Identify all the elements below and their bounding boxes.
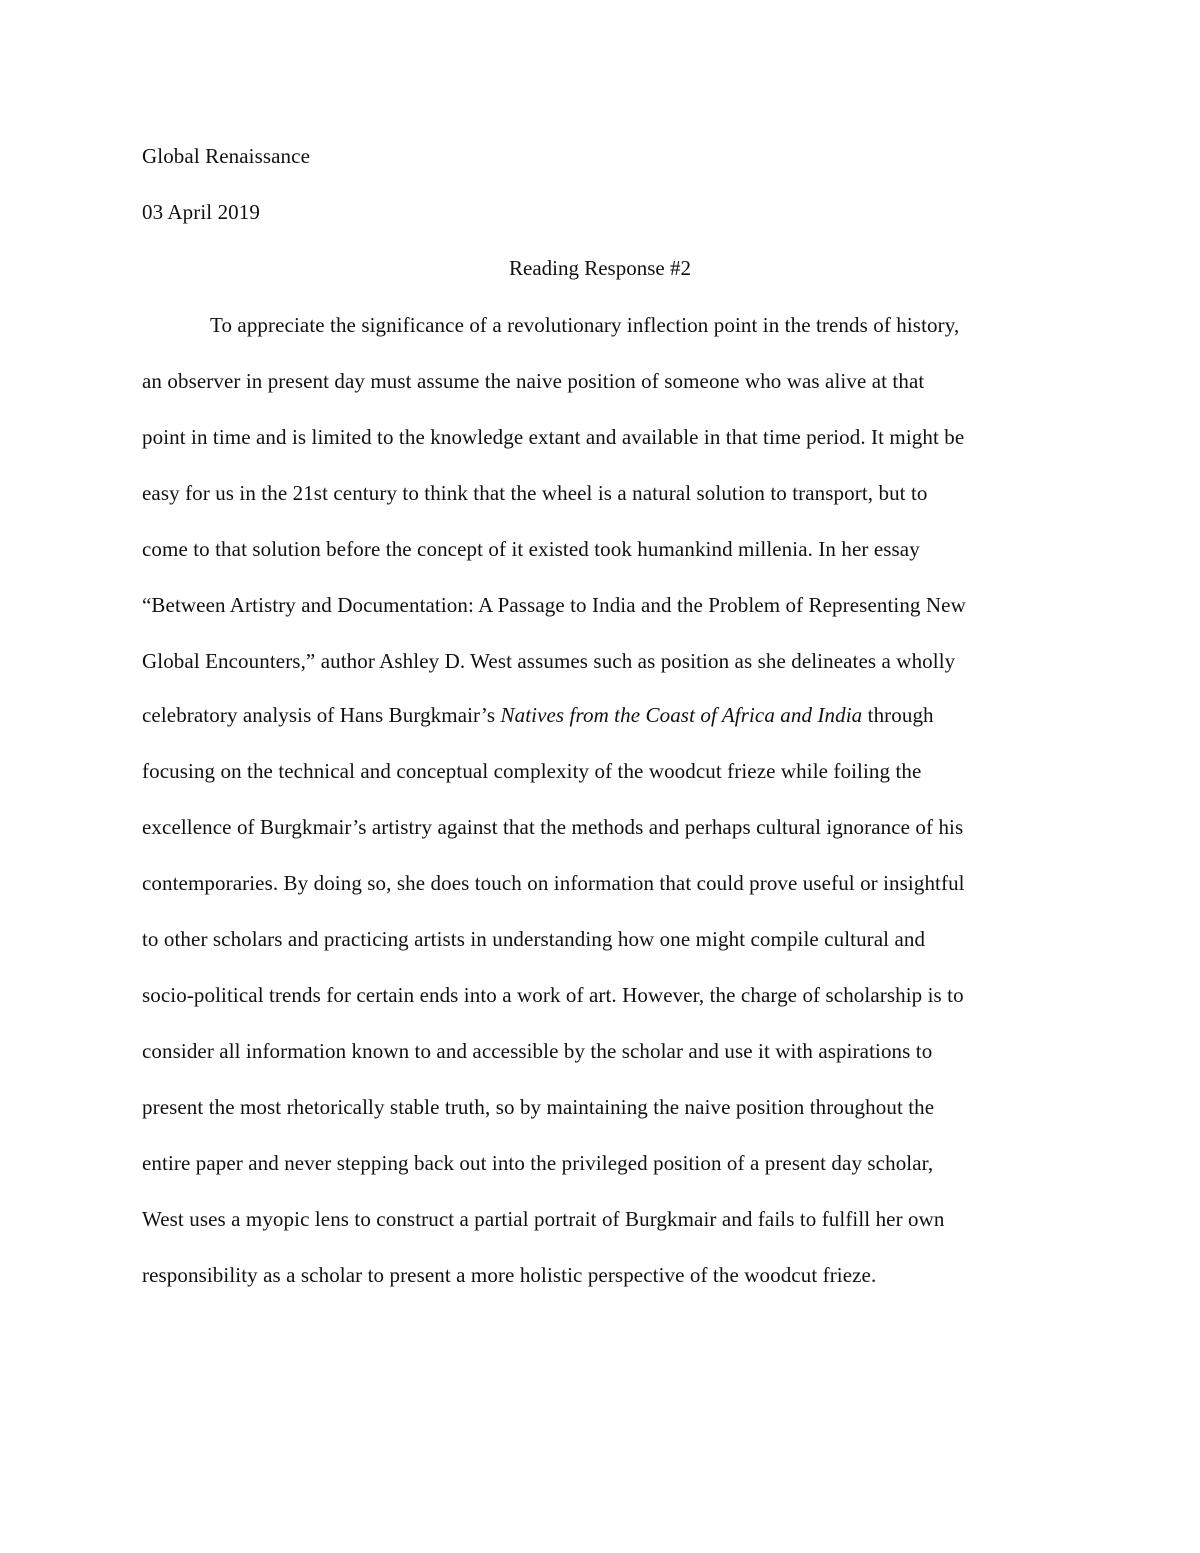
paragraph-line: consider all information known to and accessible by the scholar and use it with aspirations to	[142, 1039, 933, 1063]
paragraph-text: through	[862, 703, 934, 727]
course-name: Global Renaissance	[142, 144, 310, 168]
paragraph-line: point in time and is limited to the knowledge extant and available in that time period. It might be	[142, 425, 965, 449]
paragraph-line: West uses a myopic lens to construct a partial portrait of Burgkmair and fails to fulfill her own	[142, 1207, 945, 1231]
paragraph-line: an observer in present day must assume the naive position of someone who was alive at that	[142, 369, 925, 393]
document-title: Reading Response #2	[509, 256, 691, 280]
document-date: 03 April 2019	[142, 200, 260, 224]
paragraph-line: excellence of Burgkmair’s artistry against that the methods and perhaps cultural ignorance of his	[142, 815, 964, 839]
paragraph-line: present the most rhetorically stable truth, so by maintaining the naive position throughout the	[142, 1095, 935, 1119]
artwork-title: Natives from the Coast of Africa and India	[500, 703, 863, 727]
paragraph-line: to other scholars and practicing artists in understanding how one might compile cultural and	[142, 927, 926, 951]
paragraph-line: To appreciate the significance of a revolutionary inflection point in the trends of history,	[210, 313, 960, 337]
paragraph-line: Global Encounters,” author Ashley D. West assumes such as position as she delineates a wholly	[142, 649, 956, 673]
paragraph-line: come to that solution before the concept of it existed took humankind millenia. In her essay	[142, 537, 920, 561]
paragraph-line: easy for us in the 21st century to think that the wheel is a natural solution to transport, but to	[142, 481, 928, 505]
paragraph-line: focusing on the technical and conceptual complexity of the woodcut frieze while foiling the	[142, 759, 922, 783]
paragraph-line: socio-political trends for certain ends into a work of art. However, the charge of scholarship is to	[142, 983, 964, 1007]
paragraph-line: contemporaries. By doing so, she does touch on information that could prove useful or insightful	[142, 871, 965, 895]
paragraph-text: celebratory analysis of Hans Burgkmair’s	[142, 703, 501, 727]
paragraph-line: entire paper and never stepping back out into the privileged position of a present day scholar,	[142, 1151, 934, 1175]
paragraph-line: “Between Artistry and Documentation: A Passage to India and the Problem of Representing New	[142, 593, 966, 617]
paragraph-line: responsibility as a scholar to present a more holistic perspective of the woodcut frieze.	[142, 1263, 877, 1287]
paragraph-line	[142, 703, 934, 727]
